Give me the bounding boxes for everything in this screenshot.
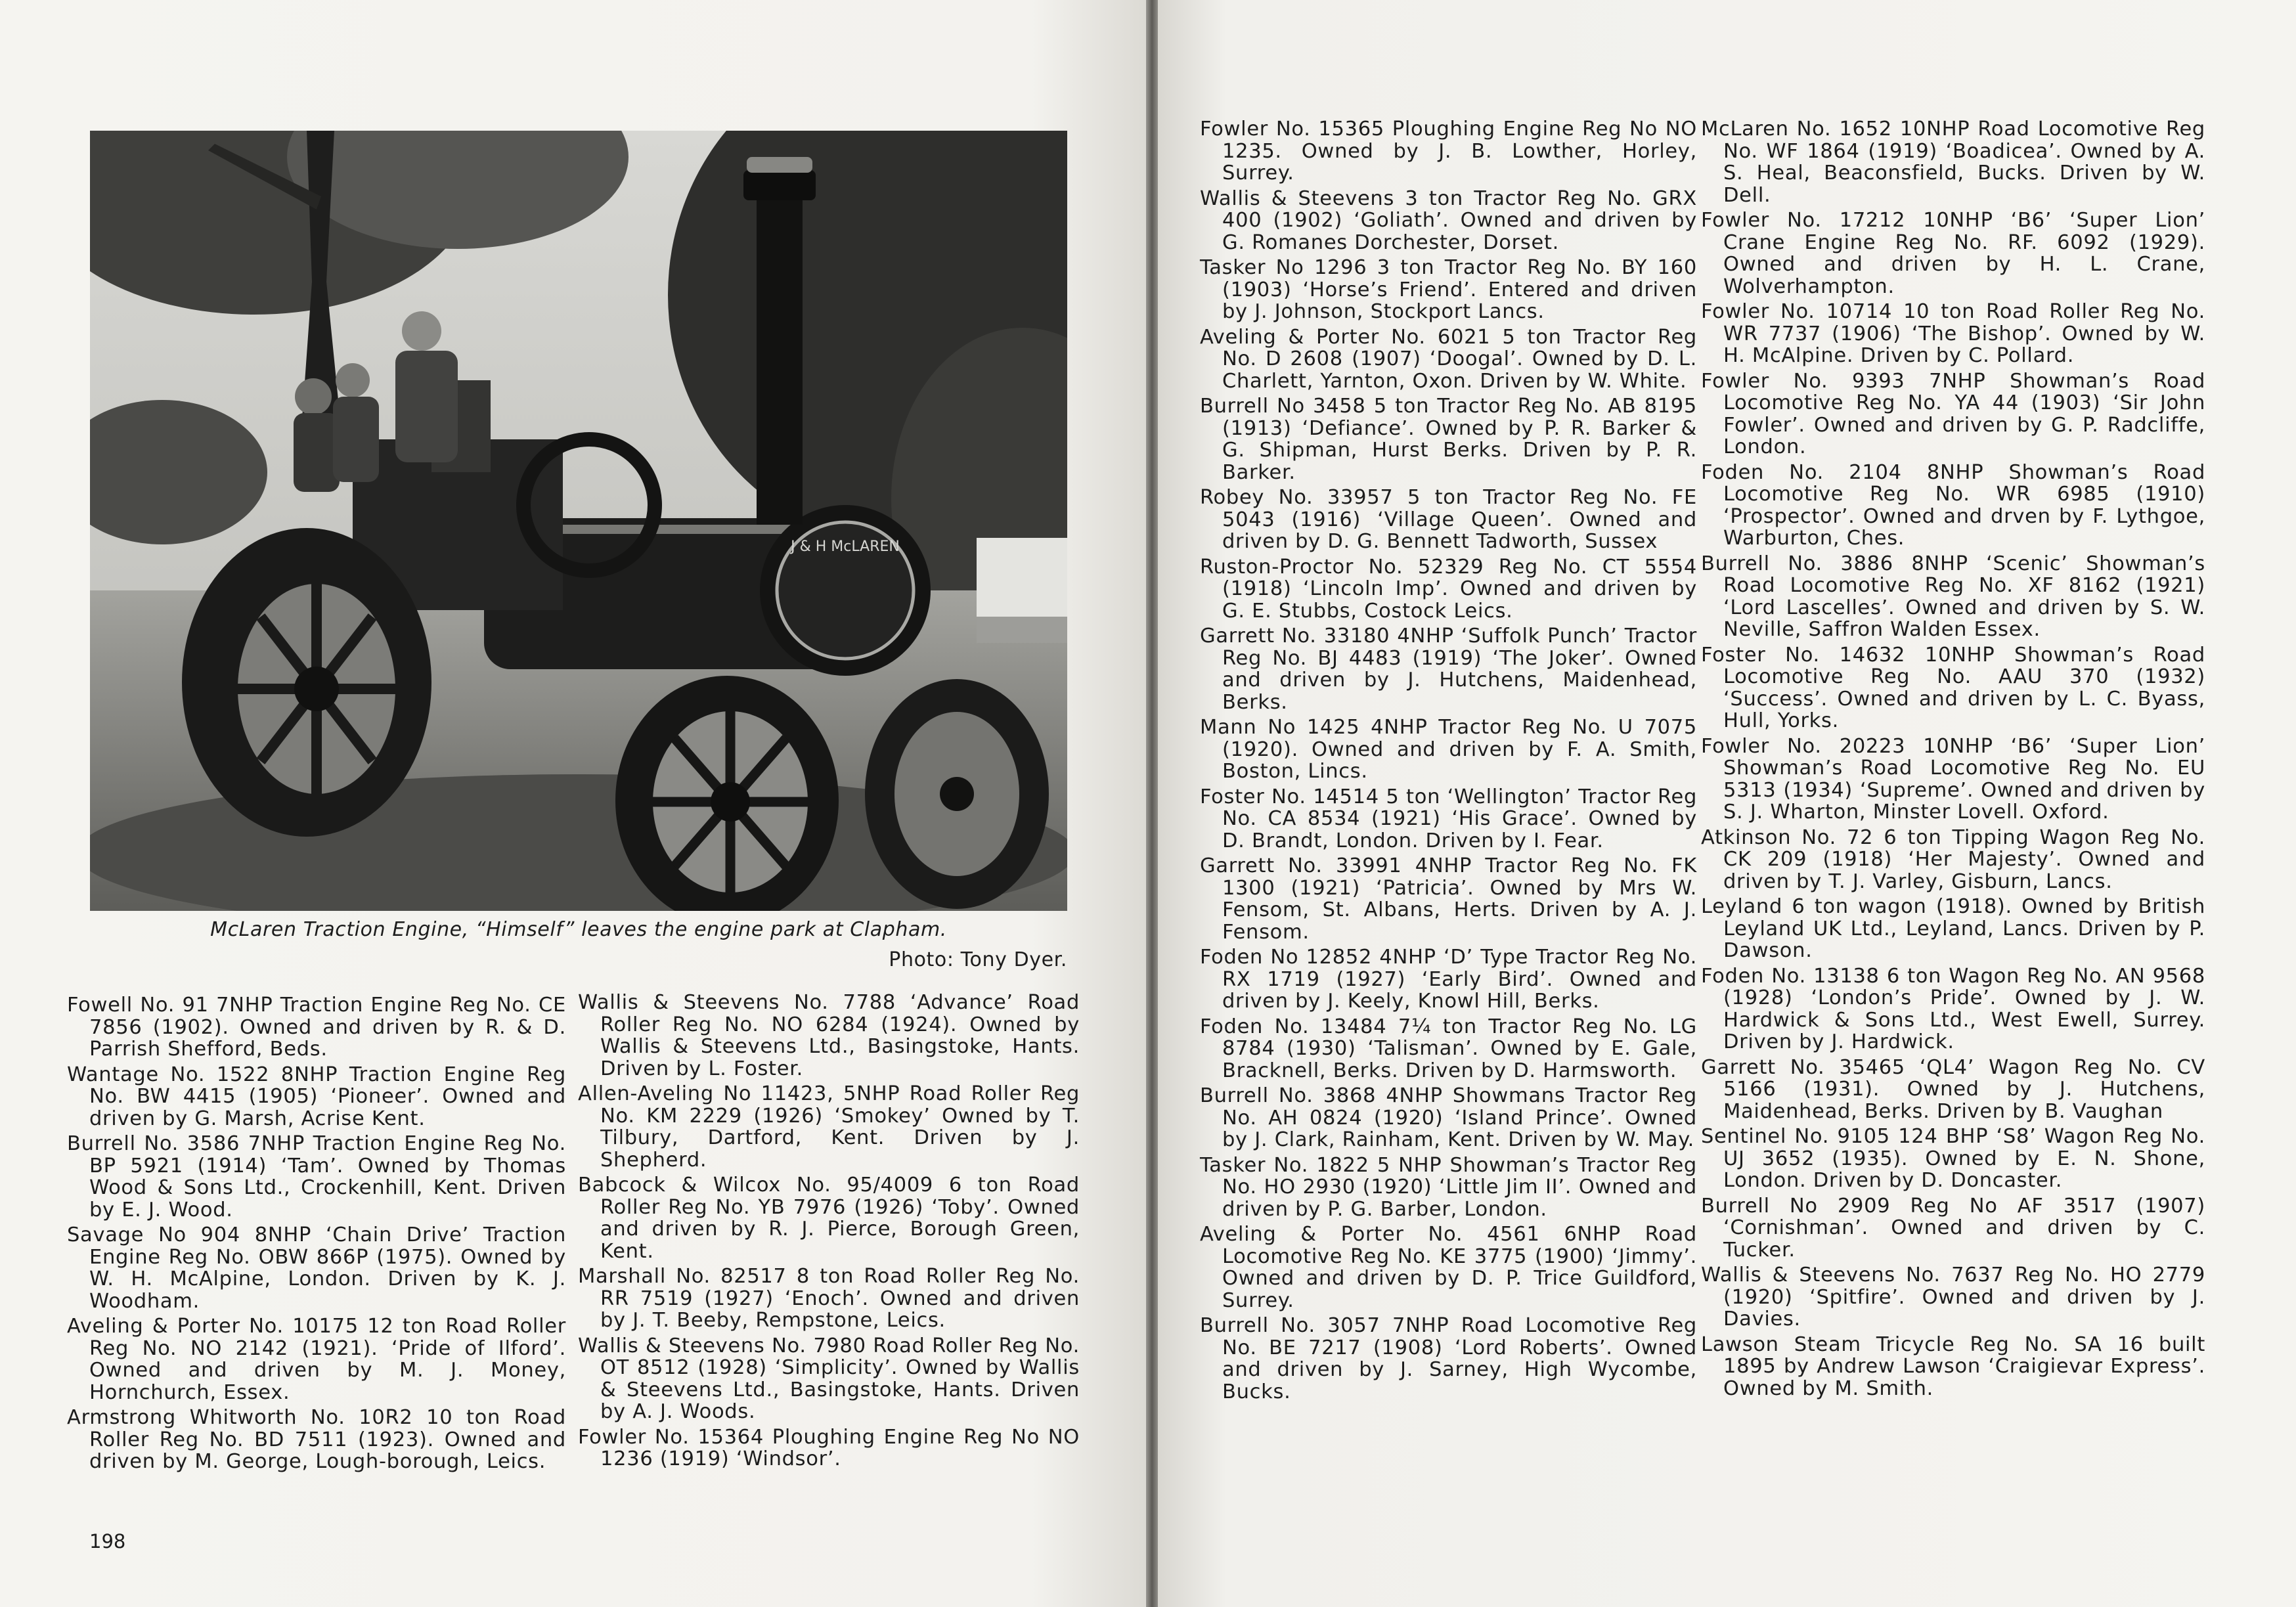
list-item: Allen-Aveling No 11423, 5NHP Road Roller Reg No. KM 2229 (1926) ‘Smokey’ Owned by T. Tilbury, Dartford, Kent. Driven by J. Shepherd. <box>578 1082 1080 1172</box>
list-item: Tasker No. 1822 5 NHP Showman’s Tractor Reg No. HO 2930 (1920) ‘Little Jim II’. Owned and driven by P. G. Barber, London. <box>1200 1153 1697 1221</box>
list-item: Robey No. 33957 5 ton Tractor Reg No. FE 5043 (1916) ‘Village Queen’. Owned and driven by D. G. Bennett Tadworth, Sussex <box>1200 486 1697 553</box>
list-item: Foster No. 14632 10NHP Showman’s Road Locomotive Reg No. AAU 370 (1932) ‘Success’. Owned and driven by L. C. Byass, Hull, Yorks. <box>1701 643 2205 732</box>
list-item: Babcock & Wilcox No. 95/4009 6 ton Road Roller Reg No. YB 7976 (1926) ‘Toby’. Owned and driven by R. J. Pierce, Borough Green, Kent. <box>578 1174 1080 1263</box>
list-item: Foden No 12852 4NHP ‘D’ Type Tractor Reg No. RX 1719 (1927) ‘Early Bird’. Owned and driven by J. Keely, Knowl Hill, Berks. <box>1200 946 1697 1013</box>
list-item: Atkinson No. 72 6 ton Tipping Wagon Reg No. CK 209 (1918) ‘Her Majesty’. Owned and driven by T. J. Varley, Gisburn, Lancs. <box>1701 826 2205 893</box>
list-item: Mann No 1425 4NHP Tractor Reg No. U 7075 (1920). Owned and driven by F. A. Smith, Boston, Lincs. <box>1200 716 1697 783</box>
book-gutter <box>1146 0 1158 1607</box>
list-item: Wallis & Steevens 3 ton Tractor Reg No. GRX 400 (1902) ‘Goliath’. Owned and driven by G. Romanes Dorchester, Dorset. <box>1200 187 1697 254</box>
list-item: Burrell No. 3886 8NHP ‘Scenic’ Showman’s Road Locomotive Reg No. XF 8162 (1921) ‘Lord Lascelles’. Owned and driven by S. W. Neville, Saffron Walden Essex. <box>1701 552 2205 641</box>
list-item: Lawson Steam Tricycle Reg No. SA 16 built 1895 by Andrew Lawson ‘Craigievar Express’. Owned by M. Smith. <box>1701 1332 2205 1400</box>
list-item: Garrett No. 33991 4NHP Tractor Reg No. FK 1300 (1921) ‘Patricia’. Owned by Mrs W. Fensom, St. Albans, Herts. Driven by A. J. Fensom. <box>1200 854 1697 944</box>
photo-credit: Photo: Tony Dyer. <box>889 948 1067 971</box>
list-item: Wallis & Steevens No. 7788 ‘Advance’ Road Roller Reg No. NO 6284 (1924). Owned by Wallis & Steevens Ltd., Basingstoke, Hants. Driven by L. Foster. <box>578 991 1080 1080</box>
photo-caption: McLaren Traction Engine, “Himself” leaves the engine park at Clapham. <box>210 918 947 941</box>
list-item: Ruston-Proctor No. 52329 Reg No. CT 5554 (1918) ‘Lincoln Imp’. Owned and driven by G. E. Stubbs, Costock Leics. <box>1200 555 1697 623</box>
list-item: Aveling & Porter No. 4561 6NHP Road Locomotive Reg No. KE 3775 (1900) ‘Jimmy’. Owned and driven by D. P. Trice Guildford, Surrey. <box>1200 1223 1697 1312</box>
list-item: Burrell No. 3868 4NHP Showmans Tractor Reg No. AH 0824 (1920) ‘Island Prince’. Owned by J. Clark, Rainham, Kent. Driven by W. May. <box>1200 1084 1697 1151</box>
list-item: Fowler No. 15364 Ploughing Engine Reg No NO 1236 (1919) ‘Windsor’. <box>578 1425 1080 1470</box>
list-item: Burrell No 2909 Reg No AF 3517 (1907) ‘Cornishman’. Owned and driven by C. Tucker. <box>1701 1194 2205 1262</box>
page-number-left: 198 <box>89 1530 126 1552</box>
list-item: Sentinel No. 9105 124 BHP ‘S8’ Wagon Reg No. UJ 3652 (1935). Owned by E. N. Shone, London. Driven by D. Doncaster. <box>1701 1125 2205 1192</box>
list-item: McLaren No. 1652 10NHP Road Locomotive Reg No. WF 1864 (1919) ‘Boadicea’. Owned by A. S. Heal, Beaconsfield, Bucks. Driven by W. Dell. <box>1701 118 2205 207</box>
traction-engine-photo <box>90 131 1067 911</box>
list-item: Wallis & Steevens No. 7980 Road Roller Reg No. OT 8512 (1928) ‘Simplicity’. Owned by Wallis & Steevens Ltd., Basingstoke, Hants. Driven by A. J. Woods. <box>578 1334 1080 1423</box>
list-item: Garrett No. 33180 4NHP ‘Suffolk Punch’ Tractor Reg No. BJ 4483 (1919) ‘The Joker’. Owned and driven by J. Hutchens, Maidenhead, Berks. <box>1200 625 1697 714</box>
list-item: Burrell No. 3057 7NHP Road Locomotive Reg No. BE 7217 (1908) ‘Lord Roberts’. Owned and driven by J. Sarney, High Wycombe, Bucks. <box>1200 1314 1697 1403</box>
text-column-4 <box>1701 118 2205 1403</box>
list-item: Armstrong Whitworth No. 10R2 10 ton Road Roller Reg No. BD 7511 (1923). Owned and driven by M. George, Lough-borough, Leics. <box>67 1406 566 1473</box>
left-page <box>0 0 1146 1607</box>
text-column-3 <box>1200 118 1697 1406</box>
list-item: Savage No 904 8NHP ‘Chain Drive’ Traction Engine Reg No. OBW 866P (1975). Owned by W. H. McAlpine, London. Driven by K. J. Woodham. <box>67 1223 566 1313</box>
list-item: Fowler No. 9393 7NHP Showman’s Road Locomotive Reg No. YA 44 (1903) ‘Sir John Fowler’. Owned and driven by G. P. Radcliffe, London. <box>1701 369 2205 458</box>
list-item: Fowler No. 10714 10 ton Road Roller Reg No. WR 7737 (1906) ‘The Bishop’. Owned by W. H. McAlpine. Driven by C. Pollard. <box>1701 300 2205 367</box>
list-item: Aveling & Porter No. 10175 12 ton Road Roller Reg No. NO 2142 (1921). ‘Pride of Ilford’. Owned and driven by M. J. Money, Hornchurch, Essex. <box>67 1315 566 1404</box>
text-column-1 <box>67 994 566 1476</box>
list-item: Fowler No. 15365 Ploughing Engine Reg No NO 1235. Owned by J. B. Lowther, Horley, Surrey. <box>1200 118 1697 185</box>
list-item: Fowell No. 91 7NHP Traction Engine Reg No. CE 7856 (1902). Owned and driven by R. & D. Parrish Shefford, Beds. <box>67 994 566 1061</box>
list-item: Fowler No. 20223 10NHP ‘B6’ ‘Super Lion’ Showman’s Road Locomotive Reg No. EU 5313 (1934) ‘Supreme’. Owned and driven by S. J. Wharton, Minster Lovell. Oxford. <box>1701 734 2205 824</box>
list-item: Tasker No 1296 3 ton Tractor Reg No. BY 160 (1903) ‘Horse’s Friend’. Entered and driven by J. Johnson, Stockport Lancs. <box>1200 256 1697 323</box>
list-item: Fowler No. 17212 10NHP ‘B6’ ‘Super Lion’ Crane Engine Reg No. RF. 6092 (1929). Owned and driven by H. L. Crane, Wolverhampton. <box>1701 209 2205 298</box>
list-item: Foden No. 13484 7¼ ton Tractor Reg No. LG 8784 (1930) ‘Talisman’. Owned by E. Gale, Bracknell, Berks. Driven by D. Harmsworth. <box>1200 1015 1697 1082</box>
engine-nameplate: J & H McLAREN <box>791 539 900 555</box>
list-item: Leyland 6 ton wagon (1918). Owned by British Leyland UK Ltd., Leyland, Lancs. Driven by P. Dawson. <box>1701 895 2205 962</box>
list-item: Burrell No 3458 5 ton Tractor Reg No. AB 8195 (1913) ‘Defiance’. Owned by P. R. Barker & G. Shipman, Hurst Berks. Driven by P. R. Barker. <box>1200 395 1697 484</box>
list-item: Garrett No. 35465 ‘QL4’ Wagon Reg No. CV 5166 (1931). Owned by J. Hutchens, Maidenhead, Berks. Driven by B. Vaughan <box>1701 1055 2205 1123</box>
list-item: Foster No. 14514 5 ton ‘Wellington’ Tractor Reg No. CA 8534 (1921) ‘His Grace’. Owned by D. Brandt, London. Driven by I. Fear. <box>1200 785 1697 852</box>
list-item: Aveling & Porter No. 6021 5 ton Tractor Reg No. D 2608 (1907) ‘Doogal’. Owned by D. L. Charlett, Yarnton, Oxon. Driven by W. White. <box>1200 325 1697 393</box>
list-item: Foden No. 13138 6 ton Wagon Reg No. AN 9568 (1928) ‘London’s Pride’. Owned by J. W. Hardwick & Sons Ltd., West Ewell, Surrey. Driven by J. Hardwick. <box>1701 964 2205 1053</box>
text-column-2 <box>578 992 1080 1474</box>
list-item: Marshall No. 82517 8 ton Road Roller Reg No. RR 7519 (1927) ‘Enoch’. Owned and driven by J. T. Beeby, Rempstone, Leics. <box>578 1265 1080 1332</box>
list-item: Wantage No. 1522 8NHP Traction Engine Reg No. BW 4415 (1905) ‘Pioneer’. Owned and driven by G. Marsh, Acrise Kent. <box>67 1063 566 1130</box>
list-item: Wallis & Steevens No. 7637 Reg No. HO 2779 (1920) ‘Spitfire’. Owned and driven by J. Davies. <box>1701 1264 2205 1331</box>
list-item: Foden No. 2104 8NHP Showman’s Road Locomotive Reg No. WR 6985 (1910) ‘Prospector’. Owned and drven by F. Lythgoe, Warburton, Ches. <box>1701 460 2205 550</box>
list-item: Burrell No. 3586 7NHP Traction Engine Reg No. BP 5921 (1914) ‘Tam’. Owned by Thomas Wood & Sons Ltd., Crockenhill, Kent. Driven by E. J. Wood. <box>67 1132 566 1222</box>
